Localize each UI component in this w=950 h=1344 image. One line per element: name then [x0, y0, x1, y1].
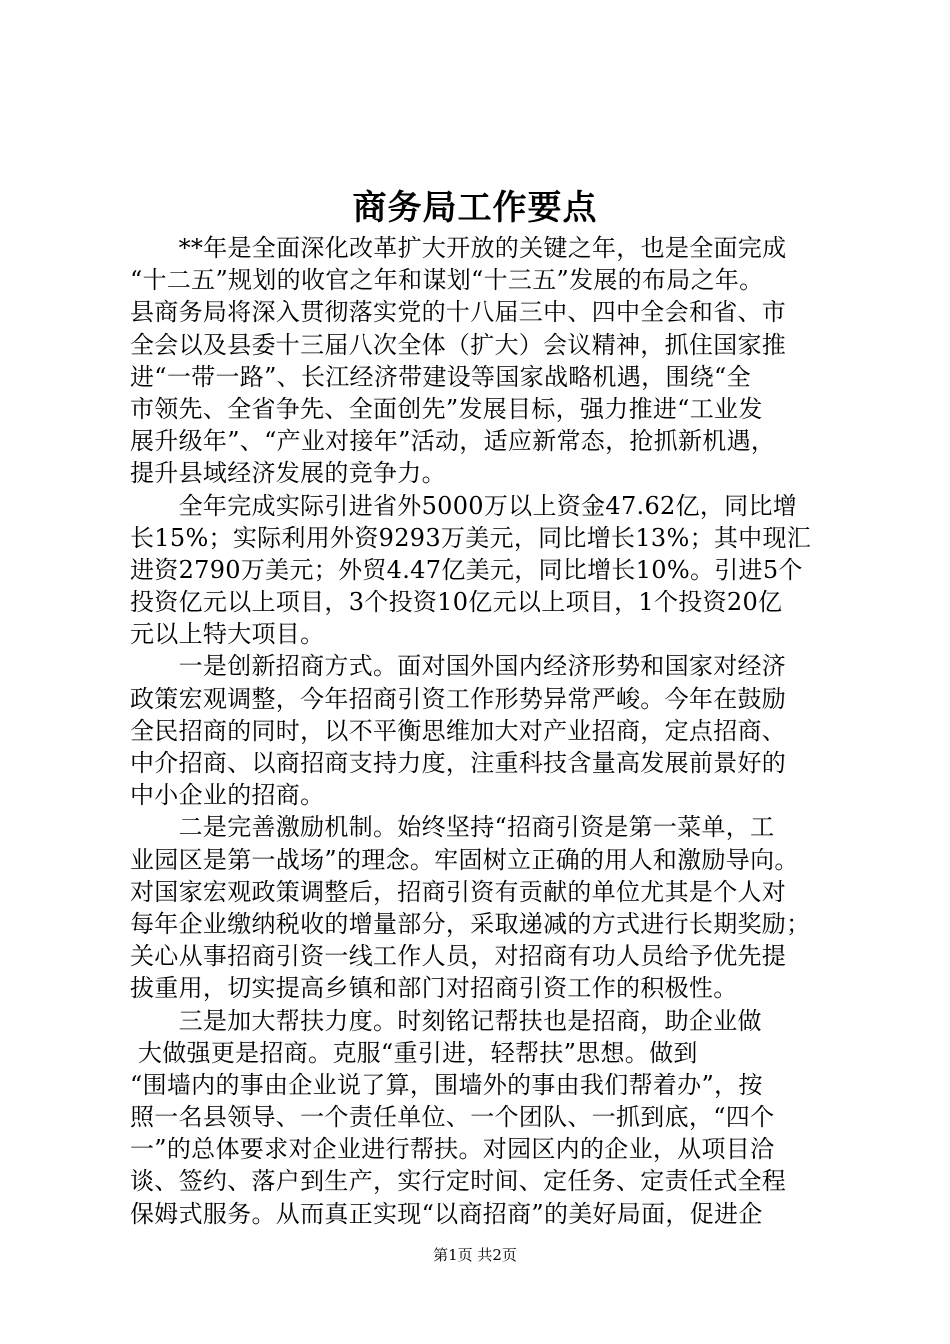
text-line: 保姆式服务。从而真正实现“以商招商”的美好局面，促进企 [130, 1199, 763, 1228]
text-line: 市领先、全省争先、全面创先”发展目标，强力推进“工业发 [130, 394, 763, 423]
text-line: 进“一带一路”、长江经济带建设等国家战略机遇，围绕“全 [130, 362, 751, 391]
text-line: 全民招商的同时，以不平衡思维加大对产业招商，定点招商、 [130, 716, 787, 745]
text-line: 谈、签约、落户到生产，实行定时间、定任务、定责任式全程 [130, 1167, 787, 1196]
document-title: 商务局工作要点 [352, 188, 598, 228]
text-line: 大做强更是招商。克服“重引进，轻帮扶”思想。做到 [130, 1038, 698, 1067]
text-line: 元以上特大项目。 [130, 620, 325, 649]
text-line: 展升级年”、“产业对接年”活动，适应新常态，抢抓新机遇， [130, 427, 776, 456]
text-line: 一是创新招商方式。面对国外国内经济形势和国家对经济 [130, 652, 787, 681]
text-line: 中介招商、以商招商支持力度，注重科技含量高发展前景好的 [130, 749, 787, 777]
page-footer: 第1页 共2页 [433, 1246, 517, 1264]
text-line: 拔重用，切实提高乡镇和部门对招商引资工作的积极性。 [130, 974, 738, 1003]
text-line: 全年完成实际引进省外5000万以上资金47.62亿，同比增 [130, 491, 798, 520]
text-line: 关心从事招商引资一线工作人员，对招商有功人员给予优先提 [130, 942, 787, 971]
text-line: 全会以及县委十三届八次全体（扩大）会议精神，抓住国家推 [130, 330, 787, 359]
text-line: 提升县域经济发展的竞争力。 [130, 459, 446, 488]
text-line: 对国家宏观政策调整后，招商引资有贡献的单位尤其是个人对 [130, 877, 787, 906]
text-line: 长15%；实际利用外资9293万美元，同比增长13%；其中现汇 [130, 523, 812, 552]
text-line: 业园区是第一战场”的理念。牢固树立正确的用人和激励导向。 [130, 845, 799, 874]
document-body [130, 232, 835, 1230]
text-line: 照一名县领导、一个责任单位、一个团队、一抓到底，“四个 [130, 1103, 775, 1132]
text-line: 三是加大帮扶力度。时刻铭记帮扶也是招商，助企业做 [130, 1006, 762, 1035]
text-line: 二是完善激励机制。始终坚持“招商引资是第一菜单，工 [130, 813, 775, 842]
text-line: 中小企业的招商。 [130, 781, 325, 810]
text-line: 投资亿元以上项目，3个投资10亿元以上项目，1个投资20亿 [130, 588, 783, 617]
text-line: 政策宏观调整，今年招商引资工作形势异常严峻。今年在鼓励 [130, 684, 787, 713]
text-line: **年是全面深化改革扩大开放的关键之年，也是全面完成 [130, 234, 787, 262]
text-line: 每年企业缴纳税收的增量部分，采取递减的方式进行长期奖励； [130, 909, 811, 938]
text-line: “围墙内的事由企业说了算，围墙外的事由我们帮着办”，按 [130, 1070, 763, 1099]
text-line: 县商务局将深入贯彻落实党的十八届三中、四中全会和省、市 [130, 298, 787, 327]
text-line: “十二五”规划的收官之年和谋划“十三五”发展的布局之年。 [130, 266, 764, 295]
text-line: 进资2790万美元；外贸4.47亿美元，同比增长10%。引进5个 [130, 555, 803, 584]
text-line: 一”的总体要求对企业进行帮扶。对园区内的企业，从项目洽 [130, 1135, 775, 1164]
